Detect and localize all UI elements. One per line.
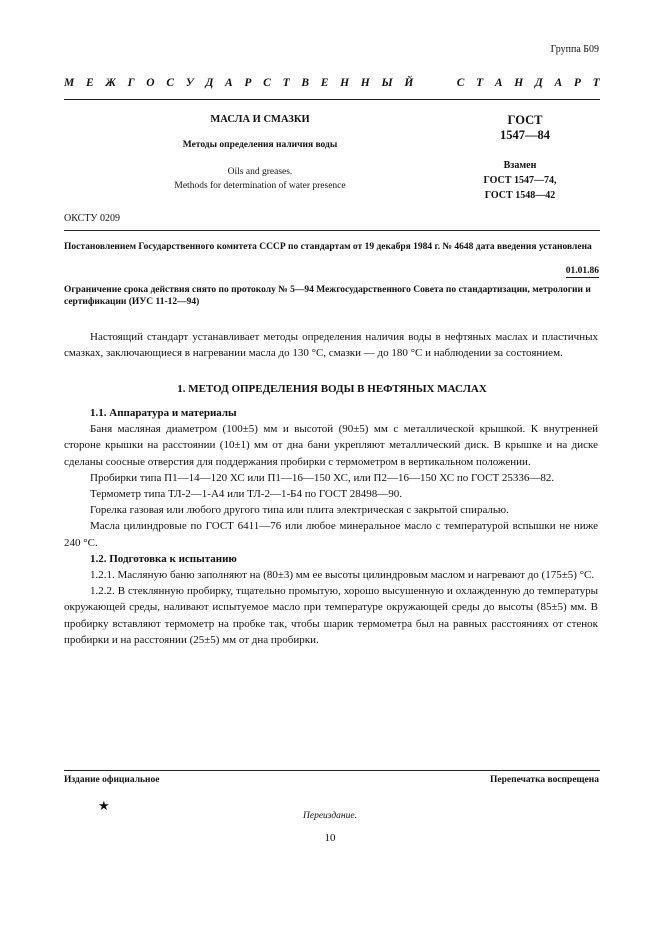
reprint-notice: Перепечатка воспрещена xyxy=(489,775,599,785)
banner-letter: Г xyxy=(127,77,135,89)
section-title: 1. МЕТОД ОПРЕДЕЛЕНИЯ ВОДЫ В НЕФТЯНЫХ МАСЛАХ xyxy=(177,383,487,395)
paragraph: Пробирки типа П1—14—120 ХС или П1—16—150 ХС, или П2—16—150 ХС по ГОСТ 25336—82. xyxy=(90,471,555,484)
banner-letter: Р xyxy=(573,77,581,89)
okstu-code: ОКСТУ 0209 xyxy=(64,213,121,224)
effective-date: 01.01.86 xyxy=(565,266,599,276)
reissue-note: Переиздание. xyxy=(303,811,357,821)
subsection-title: 1.2. Подготовка к испытанию xyxy=(90,552,237,565)
banner-letter: М xyxy=(64,77,75,89)
replaces-label: Взамен xyxy=(503,160,537,171)
group-code: Группа Б09 xyxy=(550,44,599,55)
banner-gap xyxy=(425,77,445,89)
gost-label: ГОСТ xyxy=(507,113,543,127)
gost-number: 1547—84 xyxy=(500,128,550,142)
banner-letter: А xyxy=(554,77,563,89)
banner-letter: Т xyxy=(282,77,290,89)
paragraph: 1.2.2. В стеклянную пробирку, тщательно промытую, хорошо высушенную и охлажденную до температуры окружающей среды, наливают испытуемое масло при температуре окружающей среды до высоты (85±5) мм. В пробирку вставляют термометр на пробке так, чтобы шарик термометра был на равных расстояниях от стенок пробирки и на расстоянии (25±5) мм от дна пробирки. xyxy=(64,585,598,646)
document-subtitle: Методы определения наличия воды xyxy=(182,140,338,150)
banner-letter: Н xyxy=(340,77,350,89)
standard-banner xyxy=(64,77,600,89)
english-title xyxy=(130,165,390,193)
banner-letter: Т xyxy=(476,77,484,89)
paragraph: 1.2.1. Масляную баню заполняют на (80±3) мм ее высоты цилиндровым маслом и нагревают до (175±5) °С. xyxy=(90,569,595,582)
intro-paragraph xyxy=(64,329,598,361)
section-body xyxy=(64,405,598,648)
banner-letter: В xyxy=(301,77,309,89)
star-icon: ★ xyxy=(98,798,110,813)
intro-text: Настоящий стандарт устанавливает методы определения наличия воды в нефтяных маслах и пластичных смазках, заключающиеся в нагревании масла до 130 °С, смазки — до 180 °С и наблюдении за состоянием. xyxy=(64,331,598,360)
english-title-line: Oils and greases. xyxy=(227,167,293,177)
banner-letter: О xyxy=(146,77,155,89)
banner-letter: Н xyxy=(514,77,524,89)
banner-letter: Н xyxy=(360,77,370,89)
banner-letter: Ы xyxy=(381,77,393,89)
subsection-title: 1.1. Аппаратура и материалы xyxy=(90,407,237,419)
replaces-item: ГОСТ 1548—42 xyxy=(484,190,556,201)
limit-removed-text: Ограничение срока действия снято по протоколу № 5—94 Межгосударственного Совета по стандартизации, метрологии и сертификации (ИУС 11-12—94) xyxy=(64,285,591,307)
document-title: МАСЛА И СМАЗКИ xyxy=(210,114,310,125)
footer-rule xyxy=(64,770,600,771)
okstu-rule xyxy=(64,230,600,231)
paragraph: Термометр типа ТЛ-2—1-А4 или ТЛ-2—1-Б4 по ГОСТ 28498—90. xyxy=(90,488,403,501)
banner-letter: Е xyxy=(85,77,94,89)
banner-letter: Т xyxy=(592,77,600,89)
page-number: 10 xyxy=(324,832,336,844)
banner-letter: А xyxy=(225,77,233,89)
english-title-line: Methods for determination of water presence xyxy=(174,181,346,191)
replaces-block xyxy=(445,158,595,203)
banner-letter: У xyxy=(185,77,194,89)
official-edition: Издание официальное xyxy=(64,775,160,785)
paragraph: Баня масляная диаметром (100±5) мм и высотой (90±5) мм с металлической крышкой. К внутренней стороне крышки на расстоянии (10±1) мм от дна бани укрепляют металлический диск. В крышке и на диске сделаны соосные отверстия для поддержания пробирки с термометром в вертикальном положении. xyxy=(64,423,598,468)
banner-letter: А xyxy=(494,77,503,89)
replaces-item: ГОСТ 1547—74, xyxy=(483,175,557,186)
banner-letter: Д xyxy=(534,77,543,89)
banner-letter: Е xyxy=(320,77,329,89)
top-rule xyxy=(64,99,600,100)
banner-letter: Й xyxy=(404,77,414,89)
gost-designation xyxy=(470,113,580,143)
banner-letter: С xyxy=(263,77,271,89)
banner-letter: Д xyxy=(205,77,214,89)
decree-text: Постановлением Государственного комитета СССР по стандартам от 19 декабря 1984 г. № 4648 дата введения установлена xyxy=(64,242,592,252)
paragraph: Горелка газовая или любого другого типа или плита электрическая с закрытой спиралью. xyxy=(90,504,509,517)
banner-letter: Ж xyxy=(105,77,116,89)
paragraph: Масла цилиндровые по ГОСТ 6411—76 или любое минеральное масло с температурой вспышки не ниже 240 °С. xyxy=(64,520,598,549)
banner-letter: Р xyxy=(244,77,252,89)
banner-letter: С xyxy=(166,77,174,89)
banner-letter: С xyxy=(456,77,465,89)
